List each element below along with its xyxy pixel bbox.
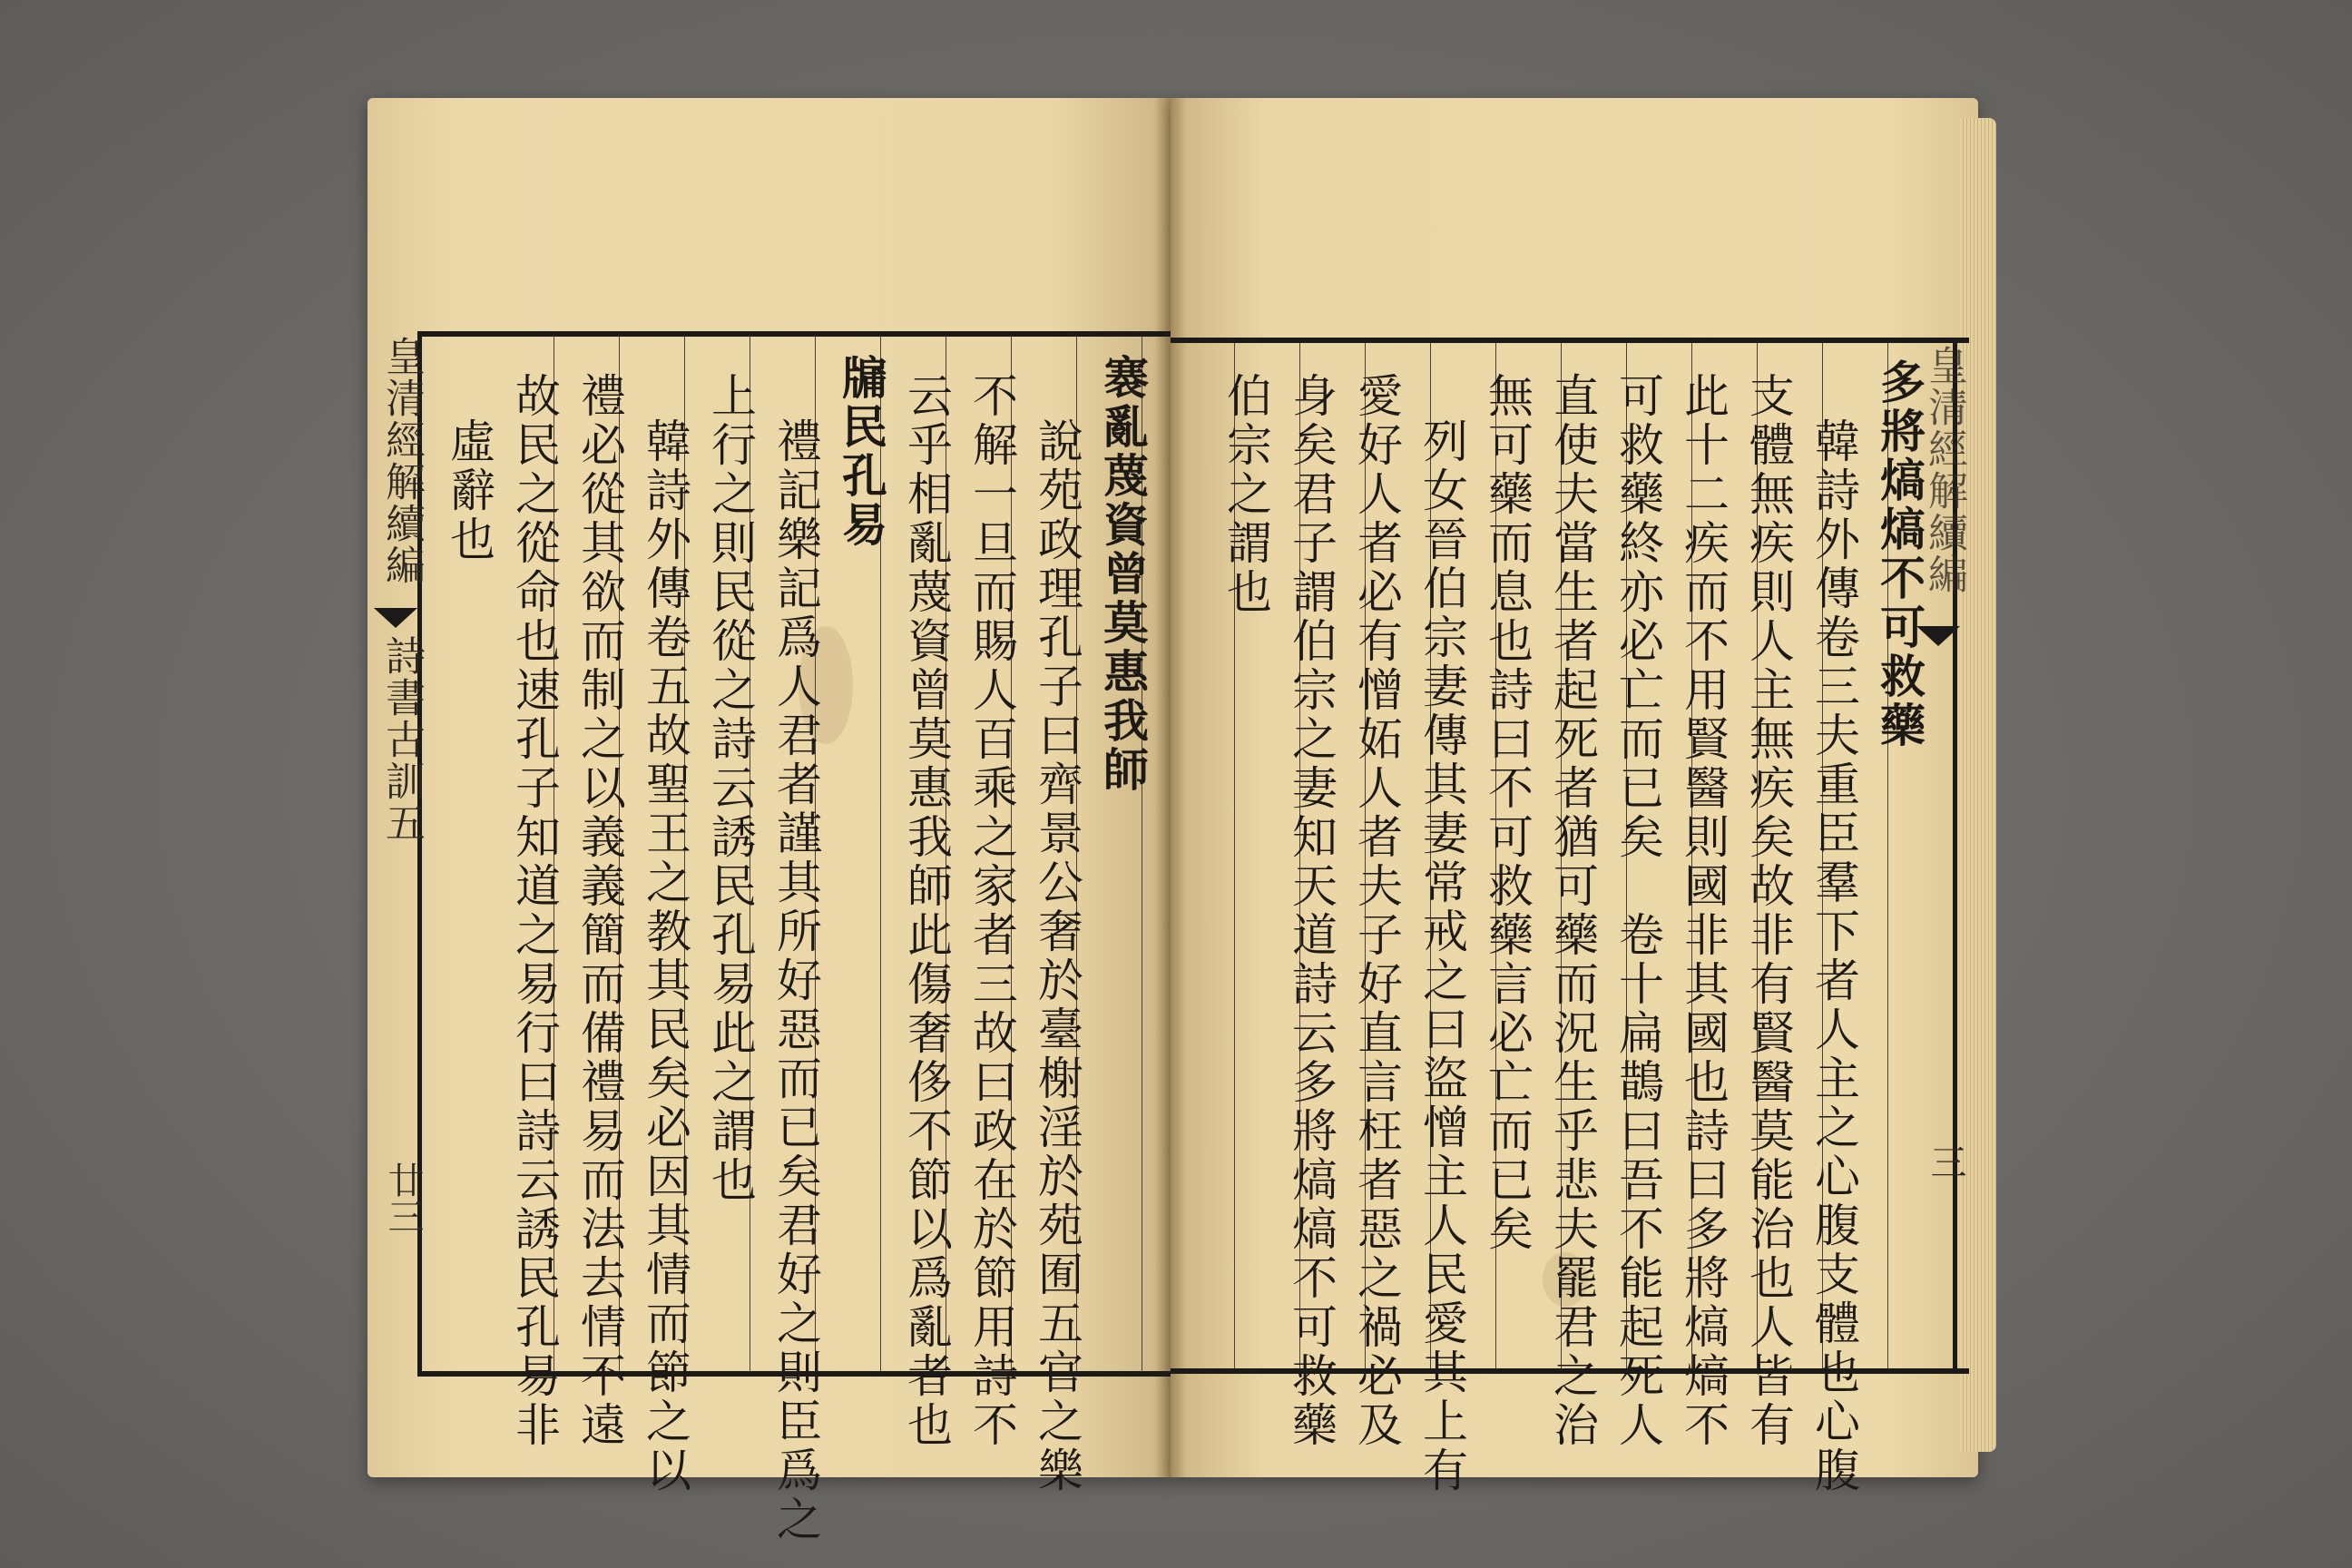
left-margin-section: 詩書古訓五 [378, 635, 425, 844]
text-column-3: 支體無疾則人主無疾矣故非有賢醫莫能治也人皆有 [1742, 372, 1795, 1450]
text-column-5: 牖民孔易 [835, 354, 888, 550]
text-column-8: 列女晉伯宗妻傳其妻常戒之曰盜憎主人民愛其上有 [1416, 417, 1468, 1495]
text-column-11: 虛辭也 [443, 417, 495, 564]
text-column-6: 直使夫當生者起死者猶可藥而況生乎悲夫罷君之治 [1546, 372, 1599, 1450]
text-column-4: 云乎相亂蔑資曾莫惠我師此傷奢侈不節以爲亂者也 [900, 372, 953, 1450]
fishtail-mark [374, 608, 417, 628]
text-column-8: 韓詩外傳卷五故聖王之教其民矣必因其情而節之以 [639, 417, 691, 1495]
text-column-9: 愛好人者必有憎妬人者夫子好直言枉者惡之禍必及 [1350, 372, 1403, 1450]
text-column-5: 可救藥終亦必亡而已矣 卷十扁鵲曰吾不能起死人 [1612, 372, 1664, 1450]
text-column-6: 禮記樂記爲人君者謹其所好惡而已矣君好之則臣爲之 [769, 417, 822, 1544]
left-margin-title: 皇清經解續編 [378, 336, 425, 586]
text-column-7: 上行之則民從之詩云誘民孔易此之謂也 [704, 372, 757, 1205]
text-column-11: 伯宗之謂也 [1220, 372, 1272, 617]
left-page-number: 廿三 [382, 1161, 424, 1234]
text-column-1: 褰亂蔑資曾莫惠我師 [1096, 354, 1150, 795]
text-column-4: 此十二疾而不用賢醫則國非其國也詩曰多將熇熇不 [1677, 372, 1730, 1450]
right-page-number: 三 [1925, 1143, 1966, 1180]
text-column-3: 不解一旦而賜人百乘之家者三故曰政在於節用詩不 [965, 372, 1018, 1450]
text-column-7: 無可藥而息也詩曰不可救藥言必亡而已矣 [1481, 372, 1534, 1254]
text-column-9: 禮必從其欲而制之以義義簡而備禮易而法去情不遠 [573, 372, 626, 1450]
text-column-2: 韓詩外傳卷三夫重臣羣下者人主之心腹支體也心腹 [1808, 417, 1860, 1495]
text-column-1: 多將熇熇不可救藥 [1873, 358, 1926, 750]
text-column-2: 說苑政理孔子曰齊景公奢於臺榭淫於苑囿五官之樂 [1031, 417, 1083, 1495]
text-column-10: 身矣君子謂伯宗之妻知天道詩云多將熇熇不可救藥 [1285, 372, 1338, 1450]
text-column-10: 故民之從命也速孔子知道之易行曰詩云誘民孔易非 [508, 372, 561, 1450]
right-margin-title: 皇清經解續編 [1921, 345, 1967, 595]
